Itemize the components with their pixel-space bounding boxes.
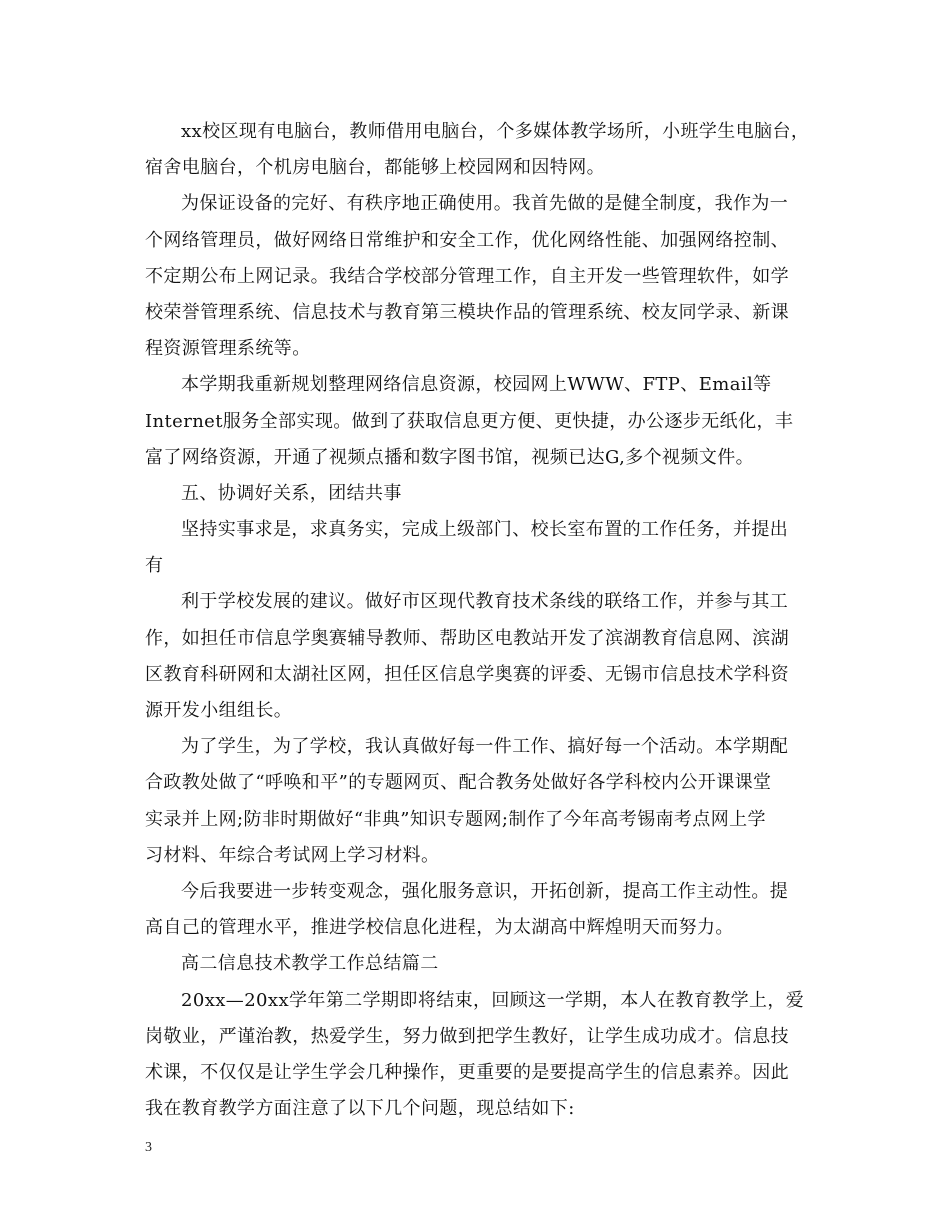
text-line: 为保证设备的完好、有秩序地正确使用。我首先做的是健全制度，我作为一 bbox=[181, 193, 789, 215]
text-line: 不定期公布上网记录。我结合学校部分管理工作，自主开发一些管理软件，如学 bbox=[145, 265, 789, 287]
text-line: 我在教育教学方面注意了以下几个问题，现总结如下: bbox=[145, 1098, 575, 1120]
text-line: 有 bbox=[145, 555, 164, 577]
text-line: 20xx—20xx学年第二学期即将结束，回顾这一学期，本人在教育教学上，爱 bbox=[181, 989, 805, 1011]
text-line: 程资源管理系统等。 bbox=[145, 338, 311, 360]
page-number: 3 bbox=[145, 1140, 152, 1155]
text-line: 校荣誉管理系统、信息技术与教育第三模块作品的管理系统、校友同学录、新课 bbox=[145, 301, 789, 323]
text-line: 区教育科研网和太湖社区网，担任区信息学奥赛的评委、无锡市信息技术学科资 bbox=[145, 663, 789, 685]
text-line: 合政教处做了“呼唤和平”的专题网页、配合教务处做好各学科校内公开课课堂 bbox=[145, 772, 772, 794]
text-line: 高自己的管理水平，推进学校信息化进程，为太湖高中辉煌明天而努力。 bbox=[145, 917, 734, 939]
text-line: Internet服务全部实现。做到了获取信息更方便、更快捷，办公逐步无纸化，丰 bbox=[145, 410, 794, 432]
text-line: 宿舍电脑台，个机房电脑台，都能够上校园网和因特网。 bbox=[145, 157, 605, 179]
text-line: 今后我要进一步转变观念，强化服务意识，开拓创新，提高工作主动性。提 bbox=[181, 880, 789, 902]
text-line: 本学期我重新规划整理网络信息资源，校园网上WWW、FTP、Email等 bbox=[181, 374, 772, 396]
text-line: 坚持实事求是，求真务实，完成上级部门、校长室布置的工作任务，并提出 bbox=[181, 519, 789, 541]
text-line: 岗敬业，严谨治教，热爱学生，努力做到把学生教好，让学生成功成才。信息技 bbox=[145, 1025, 789, 1047]
text-line: xx校区现有电脑台，教师借用电脑台，个多媒体教学场所，小班学生电脑台， bbox=[181, 121, 810, 142]
text-line: 术课，不仅仅是让学生学会几种操作，更重要的是要提高学生的信息素养。因此 bbox=[145, 1061, 789, 1083]
text-line: 源开发小组组长。 bbox=[145, 700, 293, 721]
text-line: 利于学校发展的建议。做好市区现代教育技术条线的联络工作，并参与其工 bbox=[181, 591, 789, 613]
text-line: 为了学生，为了学校，我认真做好每一件工作、搞好每一个活动。本学期配 bbox=[181, 736, 789, 758]
text-line: 富了网络资源，开通了视频点播和数字图书馆，视频已达G,多个视频文件。 bbox=[145, 446, 755, 468]
text-line: 实录并上网;防非时期做好“非典”知识专题网;制作了今年高考锡南考点网上学 bbox=[145, 808, 766, 830]
text-line: 习材料、年综合考试网上学习材料。 bbox=[145, 844, 440, 866]
document-body bbox=[145, 114, 813, 1127]
section-heading: 高二信息技术教学工作总结篇二 bbox=[181, 953, 439, 975]
text-line: 个网络管理员，做好网络日常维护和安全工作，优化网络性能、加强网络控制、 bbox=[145, 229, 789, 251]
section-heading: 五、协调好关系，团结共事 bbox=[181, 482, 402, 504]
text-line: 作，如担任市信息学奥赛辅导教师、帮助区电教站开发了滨湖教育信息网、滨湖 bbox=[145, 627, 789, 649]
